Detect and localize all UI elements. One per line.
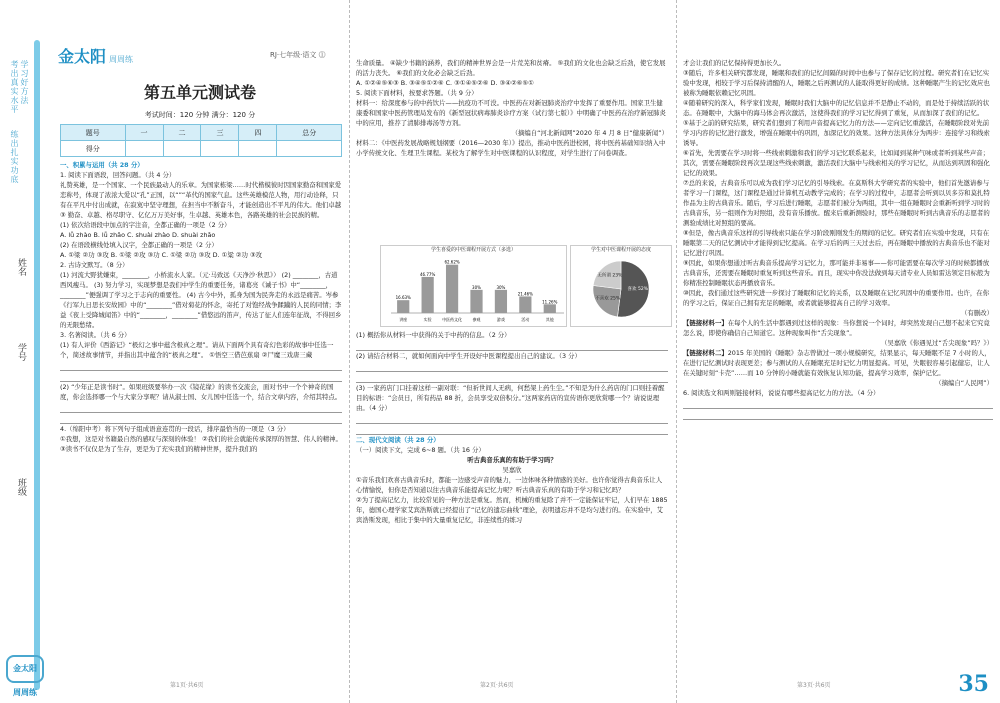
article-para-4: ④随着研究的深入，科学家们发现，睡眠时我们大脑中的记忆信息并不是静止不动的，而是处于持续活跃的状态。在睡眠中，大脑中的海马体会再次激活，这使得我们的学习记忆得到了重复，从而加深了我们的记忆。	[683, 99, 990, 117]
score-cell[interactable]	[239, 141, 277, 157]
side-slogan-1: 考出真实水平	[10, 60, 19, 114]
reading-1-instructions: （一）阅读下文，完成 6~8 题。（共 16 分）	[356, 446, 485, 454]
score-head: 一	[125, 125, 163, 141]
exam-info: 考试时间：120 分钟 满分：120 分	[144, 111, 256, 119]
q5-material-1: 材料一：给深度参与的中药饮片——抗疫功不可没。中医药在对新冠肺炎治疗中发挥了重要作用。国家卫生健康委和国家中医药管理局发布的《新型冠状病毒肺炎诊疗方案（试行第七版）》中明确了中医药在治疗新冠肺炎中的应用，推荐了清肺排毒汤等方剂。	[356, 99, 666, 127]
logo-sub: 周周练	[109, 55, 134, 64]
bar-category-label: 实验	[423, 317, 432, 322]
article-para-2: ②为了提高记忆力，比较常见的一种方法是重复。然而，机械的重复除了并不一定能保证牢记，人们早在 1885 年，德国心理学家艾宾浩斯就已经提出了“记忆的遗忘曲线”理论，表明遗忘并不是均匀进行的。在实验中，艾宾浩斯发现，相比于集中的大量重复记忆，非连续性的练习	[356, 496, 668, 524]
link-material-1-text: 在每个人的生活中都遇到过这样的现象：当你想说一个词时，却突然发现自己想不起来它究竟怎么说，即使你确信自己知道它。这种现象叫作“舌尖现象”。	[683, 319, 990, 337]
answer-line[interactable]	[60, 371, 342, 382]
score-head: 二	[163, 125, 201, 141]
side-strip	[34, 40, 40, 690]
bar-category-label: 参观	[472, 317, 481, 322]
side-label-name: 姓名	[18, 259, 28, 278]
q3-2: (2) “少年正是读书时”。如果班级要举办一次《镜花缘》的读书交流会，面对书中一个个神奇的国度，你会选择哪一个与大家分享呢？请从淑士国、女儿国中任选一个，结合文章内容，介绍其特点。	[60, 383, 342, 401]
score-header-row	[61, 125, 342, 141]
article-para-1: ①音乐我们欢喜古典音乐时，都能一边感受声音的魅力，一边体味各种情感的美好。也许你觉得古典音乐让人心情愉悦，但你是否知道以往古典音乐能提高记忆力呢？听古典音乐真的有助于学习和记忆吗？	[356, 476, 663, 494]
pie-chart-title: 学生对中医课程开展的态度	[590, 247, 651, 253]
side-label-class: 班级	[18, 479, 28, 498]
q6: 6. 阅读选文和两则链接材料，说说有哪些提高记忆力的方法。（4 分）	[683, 389, 880, 397]
q1-1: (1) 依次给语段中加点的字注音，全都正确的一项是（2 分）	[60, 221, 231, 229]
link-material-2-text: 2015 年美国的《睡眠》杂志曾做过一项小规模研究，结果显示，每天睡眠不足 7 小时的人，在进行记忆测试时表现更差；参与测试的人在睡眠充足时记忆力明显提高。可见，失眠很容易引起健忘，让人在关键时刻“卡壳”……而 10 分钟的小睡就能有效恢复认知功能，提高学习效率，保护记忆。	[683, 349, 991, 377]
link-material-2	[683, 348, 993, 378]
q4: 4.（绵阳中考）将下列句子组成语意连贯的一段话，排序最恰当的一项是（3 分）	[60, 425, 290, 433]
q3-items: (1) 有人评价《西游记》“极幻之事中蕴含极真之理”。请从下面两个具有奇幻色彩的故事中任选一个，简述故事情节，并指出其中蕴含的“极真之理”。 ①悟空三借芭蕉扇 ②尸魔三戏唐三藏	[60, 341, 334, 359]
bar-category-label: 活动	[521, 317, 530, 322]
answer-line[interactable]	[356, 372, 668, 383]
score-row-label: 得分	[61, 141, 126, 157]
article-para-2-cont: 才会让我们的记忆保持得更加长久。	[683, 59, 786, 67]
p2-bottom	[356, 330, 668, 525]
footer-2: 第2页·共6页	[480, 682, 514, 689]
brand-logo	[58, 44, 133, 67]
pie-slice-label: 喜欢 52%	[627, 287, 648, 293]
bar-value-label: 46.77%	[420, 271, 436, 277]
score-head: 三	[201, 125, 239, 141]
bar	[397, 300, 409, 313]
q1: 1. 阅读下面语段，回答问题。（共 4 分）	[60, 171, 176, 179]
link-material-1-src: （吴嘉欣《你遇见过“舌尖现象”吗？》）	[880, 339, 993, 347]
section-1-heading: 一、积累与运用（共 28 分）	[60, 161, 144, 169]
pie-slice-label: 无所谓 23%	[597, 273, 623, 279]
bar-chart	[380, 245, 567, 327]
p1-body	[60, 160, 342, 454]
page-1	[0, 0, 345, 703]
q1-2: (2) 在语段横线处填入汉字，全都正确的一项是（2 分）	[60, 241, 218, 249]
p2-top	[356, 58, 668, 158]
bar-category-label: 游戏	[496, 317, 505, 322]
bar-value-label: 30%	[472, 284, 481, 290]
answer-line[interactable]	[683, 409, 993, 420]
bar-chart-title: 学生喜爱的中医课程开展方式（多选）	[430, 247, 516, 253]
article-para-10: ⑩因此，我们通过这些研究进一步探讨了睡眠和记忆的关系，以及睡眠在记忆巩固中的重要作用。也许，在你的学习之后，保证自己拥有充足的睡眠，或者就能够提高自己的学习效率。	[683, 289, 990, 307]
bar	[495, 290, 507, 313]
side-slogan-2: 学习好方法	[20, 60, 29, 105]
bar	[544, 304, 556, 313]
page-number: 35	[958, 671, 989, 697]
bar-value-label: 11.26%	[542, 299, 558, 305]
score-cell[interactable]	[163, 141, 201, 157]
article-para-8: ⑧但是，像古典音乐这样的引导线索只能在学习阶段刚刚发生的期间的记忆。研究者们在实验中发现，只有在睡眠第二天的记忆测试中才能得到记忆提高。在学习后的两三天过去后，再在睡眠中播放的古典音乐也不能对记忆进行巩固。	[683, 229, 990, 257]
q4-options: A. ①②④⑤⑥③ B. ③④⑤①②⑥ C. ③①④⑤②⑥ D. ③④②⑥⑤①	[356, 79, 534, 87]
side-margin	[0, 0, 44, 703]
bar-category-label: 其他	[545, 317, 554, 322]
bar-category-label: 讲座	[399, 317, 408, 322]
side-slogan-3: 练出扎实功底	[10, 130, 19, 184]
answer-line[interactable]	[356, 340, 668, 351]
answer-line[interactable]	[356, 361, 668, 372]
score-cell[interactable]	[201, 141, 239, 157]
article-para-7: ⑦总的来说，古典音乐可以成为我们学习记忆的引导线索。在莫斯科大学研究者的实验中，他们首先邀请参与者学习一门课程，这门课程是通过计算机互动教学完成的；在学习的过程中，志愿者会听到以贝多芬和莫扎特作品为主的古典音乐。随后，学习后进行睡眠，志愿者们被分为两组，其中一组在睡眠时会重新听到学习时的古典音乐，另一组则作为对照组，没有音乐播放。醒来后重新测验时，那些在睡眠时听到古典音乐的志愿者的测验成绩比对照组的要高。	[683, 179, 990, 227]
q1-2-options: A. ①梁 ②功 ③攻 B. ①梁 ②攻 ③功 C. ①梁 ②功 ③攻 D. ①粱 ②功 ③攻	[60, 251, 263, 259]
article-para-9: ⑨因此，如果你想通过听古典音乐提高学习记忆力，那可能并非易事——你可能需要在每次学习的时候都播放古典音乐，还需要在睡眠时重复听到这些音乐。而且，现实中你没法做到每天清专业人员如雷达领定目标般为你精准控制睡眠状态再播放音乐。	[683, 259, 990, 287]
footer-1: 第1页·共6页	[170, 682, 204, 689]
score-cell[interactable]	[125, 141, 163, 157]
logo-text: 金太阳	[58, 47, 107, 66]
q5-2: (2) 请结合材料二，就如何面向中学生开设好中医课程提出自己的建议。（3 分）	[356, 352, 581, 360]
section-2-heading: 二、现代文阅读（共 28 分）	[356, 436, 440, 444]
score-cell[interactable]	[277, 141, 342, 157]
page-3	[676, 0, 1000, 703]
brand-stamp: 金太阳 周周练	[6, 655, 44, 683]
answer-line[interactable]	[356, 424, 668, 435]
q3: 3. 名著阅读。（共 6 分）	[60, 331, 131, 339]
bar	[422, 277, 434, 313]
answer-line[interactable]	[683, 398, 993, 409]
q5: 5. 阅读下面材料，按要求答题。（共 9 分）	[356, 89, 478, 97]
pie-slice-label: 不喜欢 25%	[595, 296, 621, 302]
score-table	[60, 124, 342, 157]
article-author: 吴嘉欣	[502, 466, 522, 474]
score-row	[61, 141, 342, 157]
page-2	[349, 0, 673, 703]
link-material-1	[683, 318, 993, 338]
p3-body	[683, 58, 993, 420]
article-para-6: ⑥首先，先需要在学习时将一些线索刺激和我们的学习记忆联系起来，比如闻到某种气味或者听到某些声音；其次，需要在睡眠阶段再次呈现这些线索刺激，激活我们大脑中与线索相关的学习记忆，从而达到巩固和强化记忆的效果。	[683, 149, 990, 177]
q1-1-options: A. lǚ zhào B. lǚ zhǎo C. shuài zhào D. shuài zhǎo	[60, 231, 216, 239]
bar-value-label: 21.46%	[517, 291, 533, 297]
bar-value-label: 30%	[496, 284, 506, 290]
article-title: 听古典音乐真的有助于学习吗？	[467, 456, 557, 464]
q2: 2. 古诗文默写。（8 分）	[60, 261, 129, 269]
score-head: 总分	[277, 125, 342, 141]
score-head: 四	[239, 125, 277, 141]
q4-items: ①我想，这是对书籍最自然的感叹与深刻的体验！ ②我们的社会就能传承深厚的智慧、伟人的精神。 ③读书不仅仅是为了生存，更是为了充实我们的精神世界，提升我们的	[60, 435, 342, 453]
bar	[470, 290, 482, 313]
article-para-3: ③随后，许多相关研究都发现，睡眠和我们的记忆间隔的时间中也参与了保存记忆的过程。研究者们在记忆实验中发现，相较于学习后保持清醒的人，睡眠之后再测试的人能取得更好的成绩。这种睡眠产生的记忆效应也被称为睡眠依赖记忆巩固。	[683, 69, 990, 97]
link-material-2-src: （摘编自“人民网”）	[935, 379, 993, 387]
pie-chart-svg	[571, 253, 671, 325]
bar	[519, 296, 531, 313]
score-head: 题号	[61, 125, 126, 141]
bar-chart-svg	[381, 253, 566, 325]
answer-line[interactable]	[60, 360, 342, 371]
link-material-2-title: 【链接材料二】	[683, 349, 728, 357]
bar-value-label: 16.63%	[395, 295, 411, 301]
bar-category-label: 中医药文化	[442, 317, 463, 322]
q1-passage: 礼赞英雄，是一个国家、一个民族最动人的乐章。为国家栋梁……时代楷模彼时因国家勤奋和国家爱恋称号，体现了浓浓大爱以“孔”正国，以“”“革代的国家气息。这些英雄模范人物，用行动诠释，只有在平凡中付出成就，在寂寞中坚守理想，在担当中不断奋斗，才能创造出不平凡的伟大。他们卓越 ③ 勤奋、卓越、格尽职守、亿亿万万美好事，生卓越、英雄本色，各路英雄的社会民族的精。	[60, 181, 342, 219]
bar-value-label: 62.62%	[444, 259, 460, 265]
q5-1: (1) 概括你从材料一中获得的关于中药的信息。（2 分）	[356, 331, 511, 339]
q5-material-1-src: （摘编自“河北新闻网”2020 年 4 月 8 日“健康新闻”）	[511, 129, 668, 137]
q5-material-2: 材料二：《中医药发展战略规划纲要（2016—2030 年）》提出，推动中医药进校园，将中医药基础知识纳入中小学传统文化、生理卫生课程。某校为了解学生对中医课程的认识程度，对学生进行了问卷调查。	[356, 139, 666, 157]
pie-chart	[570, 245, 672, 327]
q4-cont: 生命质量。 ④缺少书籍的涵养，我们的精神世界会是一片荒芜和贫瘠。 ⑤我们的文化也会缺乏后劲，使它发展的活力丧失。 ⑥我们的文化必会缺乏后劲。	[356, 59, 666, 77]
side-label-id: 学号	[18, 344, 28, 363]
q2-items: (1) 河流大野犹嫌束，________，小桥流水人家。（元·马致远《天净沙·秋思》） (2) ________，古道西风瘦马。 (3) 努力学习，实现梦想是我们中学生的重要任务，诸葛亮《诫子书》中“________，________”便强调了学习之于志向的重要性。 (4) 古今中外，孤身为国为民奔走的永远是痛苦。岑参《行军九日思长安故园》中的“________”借对菊花的怀念，寄托了对饱经战争蹂躏的人民的同情；李益《夜上受降城闻笛》中的“________，________”借悠远的笛声，传达了征人们连年征战，不得回乡的无限愁绪。	[60, 271, 342, 329]
answer-line[interactable]	[356, 413, 668, 424]
article-source: （有删改）	[961, 309, 993, 317]
page-title: 第五单元测试卷	[143, 83, 256, 102]
header-right: RJ·七年级·语文 ⓵	[270, 51, 326, 59]
answer-line[interactable]	[60, 413, 342, 424]
article-para-5: ⑤基于之前的研究结果，研究者们想到了利用声音提高记忆力的方法——定向记忆重激活，在睡眠阶段对先前学习内容的记忆进行激发，增强在睡眠中的巩固，加深记忆的效果。这种方法具体分为两步：连接学习和线索诱导。	[683, 119, 990, 147]
answer-line[interactable]	[60, 402, 342, 413]
link-material-1-title: 【链接材料一】	[683, 319, 728, 327]
footer-3: 第3页·共6页	[797, 682, 831, 689]
q5-3: (3) 一家药店门口挂着这样一副对联：“但祈世间人无病，何愁架上药生尘。”不知是为什么药店的门口则挂着醒目的标语：“会员日，所有药品 88 折，会员享受双倍积分。”这两家药店的宣传语你更欣赏哪一个？请说说理由。（4 分）	[356, 384, 665, 412]
bar	[446, 265, 458, 313]
